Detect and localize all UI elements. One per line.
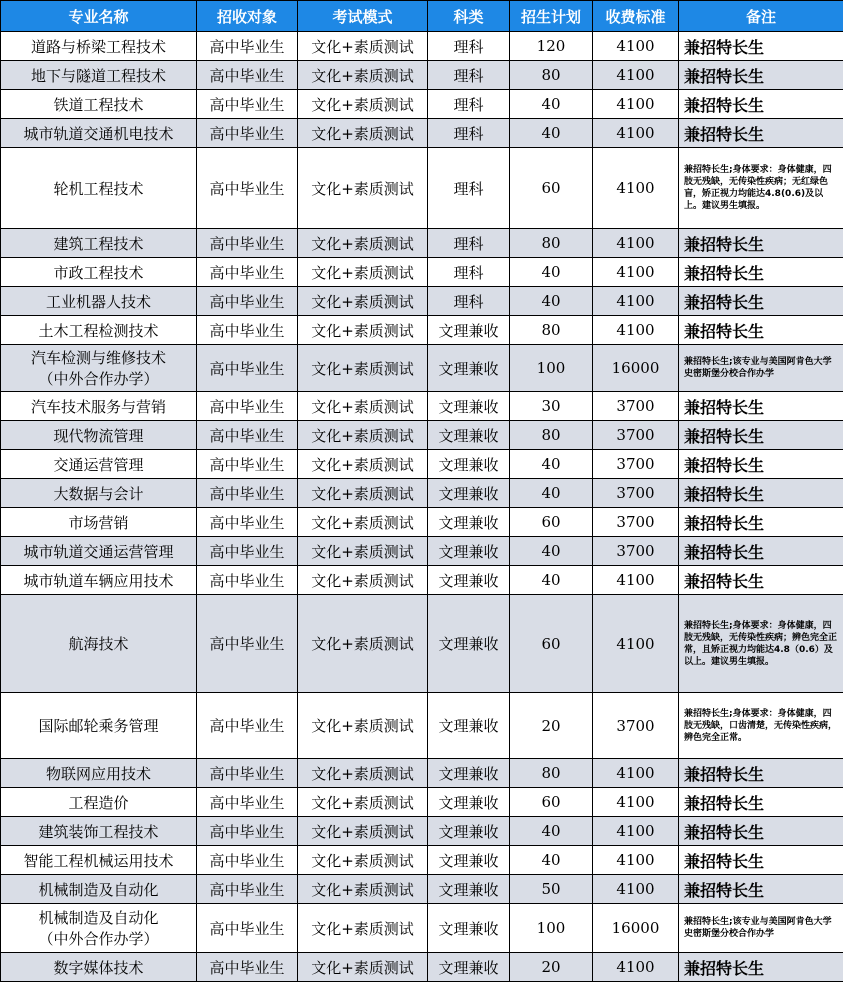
cell-category: 文理兼收	[428, 817, 510, 846]
cell-fee: 3700	[593, 421, 679, 450]
cell-mode: 文化+素质测试	[298, 345, 428, 392]
cell-note: 兼招特长生	[679, 788, 843, 817]
cell-target: 高中毕业生	[197, 693, 298, 759]
table-row	[1, 450, 843, 479]
cell-fee: 4100	[593, 566, 679, 595]
table-row	[1, 392, 843, 421]
cell-plan: 40	[510, 287, 593, 316]
cell-plan: 60	[510, 595, 593, 693]
cell-major: 交通运营管理	[1, 450, 197, 479]
header-mode: 考试模式	[298, 1, 428, 32]
cell-note: 兼招特长生;身体要求：身体健康，四肢无残缺，口齿清楚，无传染性疾病，辨色完全正常。	[679, 693, 843, 759]
cell-target: 高中毕业生	[197, 119, 298, 148]
cell-major: 汽车检测与维修技术 （中外合作办学）	[1, 345, 197, 392]
cell-category: 理科	[428, 32, 510, 61]
cell-plan: 40	[510, 479, 593, 508]
cell-category: 文理兼收	[428, 479, 510, 508]
table-row	[1, 229, 843, 258]
header-note: 备注	[679, 1, 843, 32]
cell-target: 高中毕业生	[197, 287, 298, 316]
cell-major: 机械制造及自动化 （中外合作办学）	[1, 904, 197, 953]
cell-mode: 文化+素质测试	[298, 421, 428, 450]
cell-major: 国际邮轮乘务管理	[1, 693, 197, 759]
cell-target: 高中毕业生	[197, 537, 298, 566]
cell-fee: 4100	[593, 846, 679, 875]
header-major: 专业名称	[1, 1, 197, 32]
table-body	[1, 32, 843, 982]
cell-major: 物联网应用技术	[1, 759, 197, 788]
cell-plan: 40	[510, 817, 593, 846]
cell-fee: 4100	[593, 119, 679, 148]
cell-mode: 文化+素质测试	[298, 90, 428, 119]
cell-fee: 16000	[593, 904, 679, 953]
cell-fee: 16000	[593, 345, 679, 392]
cell-fee: 4100	[593, 229, 679, 258]
cell-plan: 30	[510, 392, 593, 421]
cell-target: 高中毕业生	[197, 316, 298, 345]
cell-mode: 文化+素质测试	[298, 148, 428, 229]
cell-mode: 文化+素质测试	[298, 119, 428, 148]
cell-major: 建筑装饰工程技术	[1, 817, 197, 846]
cell-fee: 4100	[593, 90, 679, 119]
cell-major: 城市轨道车辆应用技术	[1, 566, 197, 595]
header-target: 招收对象	[197, 1, 298, 32]
cell-category: 文理兼收	[428, 345, 510, 392]
cell-mode: 文化+素质测试	[298, 817, 428, 846]
cell-category: 理科	[428, 119, 510, 148]
cell-major: 轮机工程技术	[1, 148, 197, 229]
cell-mode: 文化+素质测试	[298, 953, 428, 982]
cell-category: 文理兼收	[428, 788, 510, 817]
table-row	[1, 875, 843, 904]
cell-target: 高中毕业生	[197, 788, 298, 817]
cell-fee: 3700	[593, 508, 679, 537]
cell-fee: 4100	[593, 953, 679, 982]
cell-category: 理科	[428, 148, 510, 229]
cell-fee: 4100	[593, 875, 679, 904]
cell-note: 兼招特长生	[679, 759, 843, 788]
cell-fee: 4100	[593, 595, 679, 693]
cell-target: 高中毕业生	[197, 817, 298, 846]
table-row	[1, 61, 843, 90]
cell-mode: 文化+素质测试	[298, 229, 428, 258]
table-row	[1, 759, 843, 788]
cell-category: 文理兼收	[428, 508, 510, 537]
table-row	[1, 148, 843, 229]
cell-note: 兼招特长生	[679, 258, 843, 287]
table-row	[1, 953, 843, 982]
cell-target: 高中毕业生	[197, 229, 298, 258]
table-row	[1, 316, 843, 345]
cell-fee: 3700	[593, 392, 679, 421]
cell-mode: 文化+素质测试	[298, 32, 428, 61]
cell-major: 机械制造及自动化	[1, 875, 197, 904]
cell-note: 兼招特长生	[679, 32, 843, 61]
cell-major: 市政工程技术	[1, 258, 197, 287]
cell-note: 兼招特长生	[679, 287, 843, 316]
cell-target: 高中毕业生	[197, 508, 298, 537]
cell-mode: 文化+素质测试	[298, 846, 428, 875]
cell-major: 航海技术	[1, 595, 197, 693]
table-row	[1, 595, 843, 693]
cell-category: 文理兼收	[428, 392, 510, 421]
cell-major: 数字媒体技术	[1, 953, 197, 982]
cell-note: 兼招特长生	[679, 953, 843, 982]
cell-plan: 60	[510, 148, 593, 229]
cell-target: 高中毕业生	[197, 90, 298, 119]
cell-note: 兼招特长生	[679, 875, 843, 904]
cell-note: 兼招特长生	[679, 119, 843, 148]
cell-mode: 文化+素质测试	[298, 287, 428, 316]
cell-plan: 60	[510, 508, 593, 537]
cell-major: 智能工程机械运用技术	[1, 846, 197, 875]
table-row	[1, 537, 843, 566]
cell-major: 城市轨道交通机电技术	[1, 119, 197, 148]
cell-major: 现代物流管理	[1, 421, 197, 450]
cell-mode: 文化+素质测试	[298, 479, 428, 508]
cell-note: 兼招特长生;该专业与美国阿肯色大学史密斯堡分校合作办学	[679, 904, 843, 953]
cell-note: 兼招特长生;该专业与美国阿肯色大学史密斯堡分校合作办学	[679, 345, 843, 392]
cell-fee: 3700	[593, 693, 679, 759]
cell-mode: 文化+素质测试	[298, 537, 428, 566]
cell-note: 兼招特长生	[679, 229, 843, 258]
table-row	[1, 287, 843, 316]
cell-category: 文理兼收	[428, 904, 510, 953]
cell-plan: 50	[510, 875, 593, 904]
cell-plan: 120	[510, 32, 593, 61]
table-row	[1, 904, 843, 953]
cell-plan: 100	[510, 345, 593, 392]
header-fee: 收费标准	[593, 1, 679, 32]
cell-target: 高中毕业生	[197, 392, 298, 421]
header-category: 科类	[428, 1, 510, 32]
cell-plan: 100	[510, 904, 593, 953]
cell-plan: 40	[510, 450, 593, 479]
table-row	[1, 479, 843, 508]
cell-target: 高中毕业生	[197, 258, 298, 287]
cell-mode: 文化+素质测试	[298, 258, 428, 287]
cell-major: 建筑工程技术	[1, 229, 197, 258]
cell-note: 兼招特长生	[679, 508, 843, 537]
cell-fee: 4100	[593, 61, 679, 90]
cell-mode: 文化+素质测试	[298, 61, 428, 90]
table-row	[1, 90, 843, 119]
cell-mode: 文化+素质测试	[298, 508, 428, 537]
cell-category: 文理兼收	[428, 566, 510, 595]
cell-target: 高中毕业生	[197, 904, 298, 953]
cell-category: 文理兼收	[428, 846, 510, 875]
cell-note: 兼招特长生	[679, 61, 843, 90]
cell-fee: 4100	[593, 287, 679, 316]
cell-fee: 4100	[593, 148, 679, 229]
cell-note: 兼招特长生	[679, 566, 843, 595]
table-row	[1, 345, 843, 392]
cell-target: 高中毕业生	[197, 61, 298, 90]
cell-major: 大数据与会计	[1, 479, 197, 508]
cell-note: 兼招特长生	[679, 316, 843, 345]
cell-plan: 80	[510, 229, 593, 258]
cell-major: 铁道工程技术	[1, 90, 197, 119]
cell-major: 汽车技术服务与营销	[1, 392, 197, 421]
cell-category: 理科	[428, 90, 510, 119]
cell-fee: 4100	[593, 258, 679, 287]
cell-major: 地下与隧道工程技术	[1, 61, 197, 90]
cell-category: 文理兼收	[428, 875, 510, 904]
cell-target: 高中毕业生	[197, 32, 298, 61]
cell-plan: 40	[510, 537, 593, 566]
cell-note: 兼招特长生	[679, 817, 843, 846]
cell-mode: 文化+素质测试	[298, 759, 428, 788]
cell-major: 道路与桥梁工程技术	[1, 32, 197, 61]
cell-fee: 4100	[593, 817, 679, 846]
cell-target: 高中毕业生	[197, 479, 298, 508]
table-row	[1, 846, 843, 875]
cell-note: 兼招特长生	[679, 846, 843, 875]
cell-note: 兼招特长生;身体要求：身体健康，四肢无残缺，无传染性疾病；辨色完全正常，且矫正视力均能达4.8（0.6）及以上。建议男生填报。	[679, 595, 843, 693]
cell-note: 兼招特长生;身体要求：身体健康，四肢无残缺，无传染性疾病；无红绿色盲，矫正视力均能达4.8(0.6)及以上。建议男生填报。	[679, 148, 843, 229]
table-row	[1, 566, 843, 595]
table-row	[1, 693, 843, 759]
cell-category: 文理兼收	[428, 693, 510, 759]
cell-plan: 80	[510, 759, 593, 788]
cell-target: 高中毕业生	[197, 345, 298, 392]
cell-major: 工业机器人技术	[1, 287, 197, 316]
cell-category: 理科	[428, 229, 510, 258]
cell-target: 高中毕业生	[197, 875, 298, 904]
cell-mode: 文化+素质测试	[298, 904, 428, 953]
cell-plan: 80	[510, 421, 593, 450]
cell-plan: 40	[510, 566, 593, 595]
cell-category: 文理兼收	[428, 316, 510, 345]
cell-plan: 80	[510, 316, 593, 345]
cell-note: 兼招特长生	[679, 421, 843, 450]
cell-mode: 文化+素质测试	[298, 693, 428, 759]
cell-mode: 文化+素质测试	[298, 595, 428, 693]
table-row	[1, 817, 843, 846]
cell-plan: 20	[510, 693, 593, 759]
table-row	[1, 258, 843, 287]
cell-mode: 文化+素质测试	[298, 788, 428, 817]
cell-mode: 文化+素质测试	[298, 875, 428, 904]
cell-plan: 40	[510, 258, 593, 287]
cell-major: 土木工程检测技术	[1, 316, 197, 345]
cell-note: 兼招特长生	[679, 90, 843, 119]
cell-category: 文理兼收	[428, 953, 510, 982]
cell-mode: 文化+素质测试	[298, 450, 428, 479]
cell-note: 兼招特长生	[679, 479, 843, 508]
cell-plan: 20	[510, 953, 593, 982]
cell-fee: 3700	[593, 450, 679, 479]
cell-target: 高中毕业生	[197, 595, 298, 693]
cell-target: 高中毕业生	[197, 148, 298, 229]
cell-target: 高中毕业生	[197, 953, 298, 982]
table-row	[1, 32, 843, 61]
cell-plan: 40	[510, 90, 593, 119]
cell-mode: 文化+素质测试	[298, 316, 428, 345]
cell-major: 市场营销	[1, 508, 197, 537]
cell-fee: 4100	[593, 32, 679, 61]
cell-fee: 3700	[593, 479, 679, 508]
cell-category: 理科	[428, 287, 510, 316]
header-row	[1, 1, 843, 32]
cell-mode: 文化+素质测试	[298, 566, 428, 595]
cell-category: 文理兼收	[428, 421, 510, 450]
cell-plan: 40	[510, 119, 593, 148]
table-row	[1, 421, 843, 450]
cell-category: 文理兼收	[428, 759, 510, 788]
cell-plan: 40	[510, 846, 593, 875]
cell-fee: 4100	[593, 788, 679, 817]
cell-target: 高中毕业生	[197, 846, 298, 875]
cell-category: 文理兼收	[428, 595, 510, 693]
cell-category: 文理兼收	[428, 537, 510, 566]
cell-target: 高中毕业生	[197, 566, 298, 595]
table-row	[1, 788, 843, 817]
cell-note: 兼招特长生	[679, 450, 843, 479]
cell-category: 文理兼收	[428, 450, 510, 479]
cell-note: 兼招特长生	[679, 392, 843, 421]
cell-fee: 4100	[593, 759, 679, 788]
table-row	[1, 119, 843, 148]
cell-mode: 文化+素质测试	[298, 392, 428, 421]
cell-category: 理科	[428, 61, 510, 90]
cell-fee: 3700	[593, 537, 679, 566]
cell-category: 理科	[428, 258, 510, 287]
cell-target: 高中毕业生	[197, 759, 298, 788]
cell-note: 兼招特长生	[679, 537, 843, 566]
cell-fee: 4100	[593, 316, 679, 345]
cell-major: 城市轨道交通运营管理	[1, 537, 197, 566]
table-row	[1, 508, 843, 537]
cell-plan: 80	[510, 61, 593, 90]
cell-target: 高中毕业生	[197, 450, 298, 479]
header-plan: 招生计划	[510, 1, 593, 32]
cell-plan: 60	[510, 788, 593, 817]
cell-target: 高中毕业生	[197, 421, 298, 450]
cell-major: 工程造价	[1, 788, 197, 817]
